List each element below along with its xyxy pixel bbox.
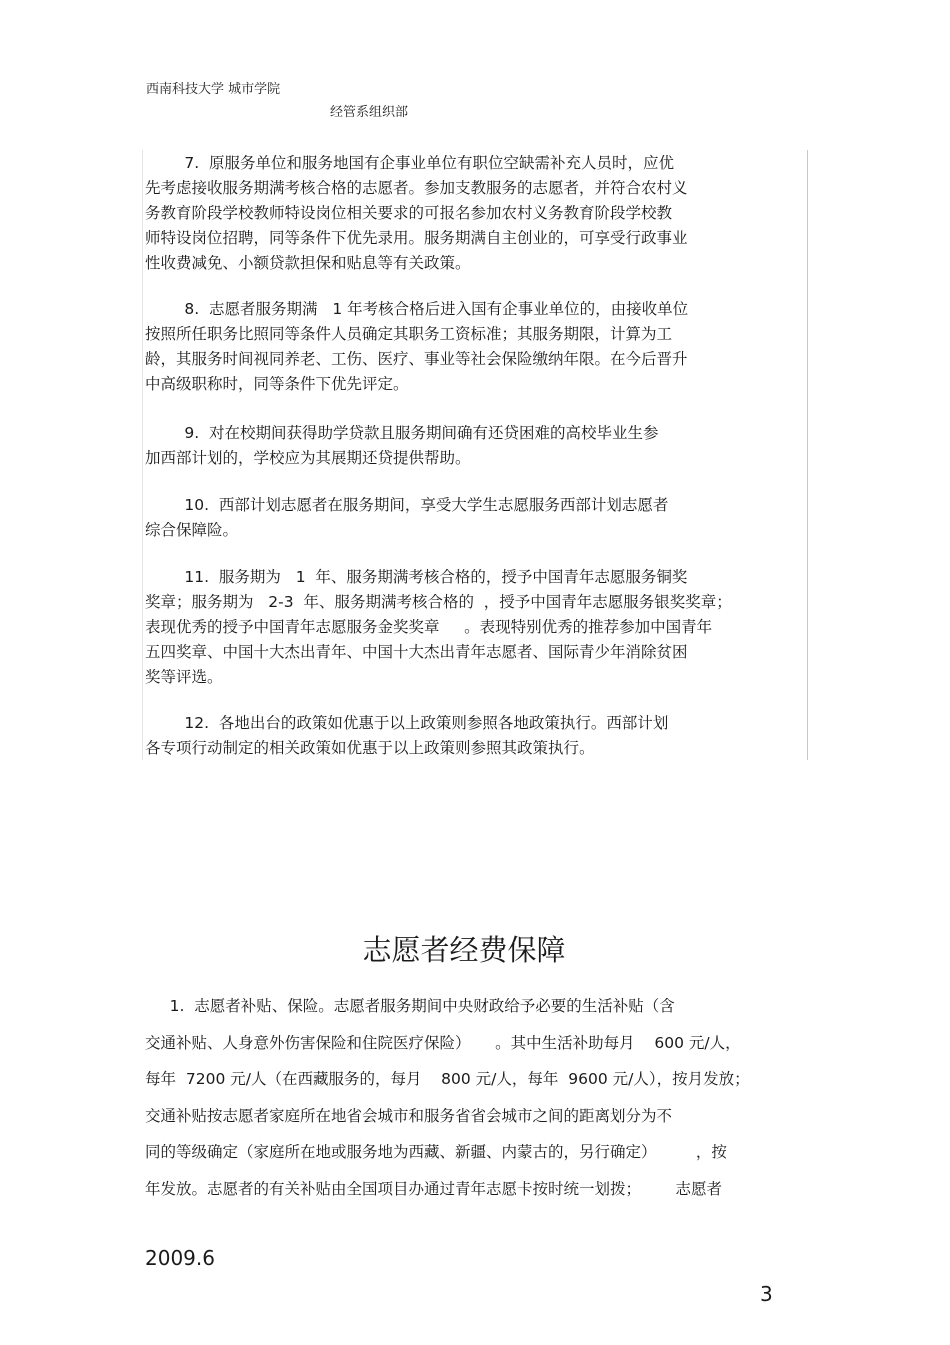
policy-paragraph-12 bbox=[145, 711, 795, 761]
footer-date: 2009.6 bbox=[145, 1246, 215, 1270]
text-line: 先考虑接收服务期满考核合格的志愿者。参加支教服务的志愿者，并符合农村义 bbox=[145, 179, 688, 197]
text-line: 加西部计划的，学校应为其展期还贷提供帮助。 bbox=[145, 449, 471, 467]
section-title: 志愿者经费保障 bbox=[362, 933, 566, 967]
text-line: 年发放。志愿者的有关补贴由全国项目办通过青年志愿卡按时统一划拨； 志愿者 bbox=[145, 1179, 722, 1198]
text-line: 表现优秀的授予中国青年志愿服务金奖奖章 。表现特别优秀的推荐参加中国青年 bbox=[145, 618, 713, 636]
text-line: 9. 对在校期间获得助学贷款且服务期间确有还贷困难的高校毕业生参 bbox=[145, 424, 659, 442]
policy-paragraph-8 bbox=[145, 297, 795, 397]
funding-paragraph-1 bbox=[145, 988, 810, 1208]
text-line: 龄，其服务时间视同养老、工伤、医疗、事业等社会保险缴纳年限。在今后晋升 bbox=[145, 350, 688, 368]
text-line: 8. 志愿者服务期满 1 年考核合格后进入国有企事业单位的，由接收单位 bbox=[145, 300, 689, 318]
text-line: 各专项行动制定的相关政策如优惠于以上政策则参照其政策执行。 bbox=[145, 739, 595, 757]
text-line: 12. 各地出台的政策如优惠于以上政策则参照各地政策执行。西部计划 bbox=[145, 714, 669, 732]
text-line: 性收费减免、小额贷款担保和贴息等有关政策。 bbox=[145, 254, 471, 272]
text-line: 按照所任职务比照同等条件人员确定其职务工资标准；其服务期限，计算为工 bbox=[145, 325, 673, 343]
text-line: 交通补贴按志愿者家庭所在地省会城市和服务省省会城市之间的距离划分为不 bbox=[145, 1106, 673, 1125]
header-department: 经管系组织部 bbox=[330, 105, 409, 120]
policy-paragraph-11 bbox=[145, 565, 795, 690]
page-number: 3 bbox=[760, 1282, 773, 1306]
text-line: 1. 志愿者补贴、保险。志愿者服务期间中央财政给予必要的生活补贴（含 bbox=[145, 997, 675, 1015]
policy-paragraph-9 bbox=[145, 421, 795, 471]
text-line: 师特设岗位招聘，同等条件下优先录用。服务期满自主创业的，可享受行政事业 bbox=[145, 229, 688, 247]
text-line: 中高级职称时，同等条件下优先评定。 bbox=[145, 375, 409, 393]
text-line: 奖章；服务期为 2-3 年、服务期满考核合格的 ，授予中国青年志愿服务银奖奖章； bbox=[145, 593, 732, 611]
policy-paragraph-10 bbox=[145, 493, 795, 543]
text-line: 11. 服务期为 1 年、服务期满考核合格的，授予中国青年志愿服务铜奖 bbox=[145, 568, 688, 586]
text-line: 同的等级确定（家庭所在地或服务地为西藏、新疆、内蒙古的，另行确定） ，按 bbox=[145, 1143, 727, 1162]
header-school: 西南科技大学 城市学院 bbox=[146, 82, 281, 97]
text-line: 奖等评选。 bbox=[145, 668, 223, 686]
text-line: 五四奖章、中国十大杰出青年、中国十大杰出青年志愿者、国际青少年消除贫困 bbox=[145, 643, 688, 661]
text-line: 每年 7200 元/人（在西藏服务的，每月 800 元/人，每年 9600 元/人），按月发放； bbox=[145, 1070, 750, 1089]
policy-paragraph-7 bbox=[145, 151, 795, 276]
text-line: 7. 原服务单位和服务地国有企事业单位有职位空缺需补充人员时，应优 bbox=[145, 154, 675, 172]
text-line: 综合保障险。 bbox=[145, 521, 239, 539]
text-line: 务教育阶段学校教师特设岗位相关要求的可报名参加农村义务教育阶段学校教 bbox=[145, 204, 673, 222]
text-line: 10. 西部计划志愿者在服务期间，享受大学生志愿服务西部计划志愿者 bbox=[145, 496, 669, 514]
text-line: 交通补贴、人身意外伤害保险和住院医疗保险） 。其中生活补助每月 600 元/人， bbox=[145, 1033, 741, 1052]
